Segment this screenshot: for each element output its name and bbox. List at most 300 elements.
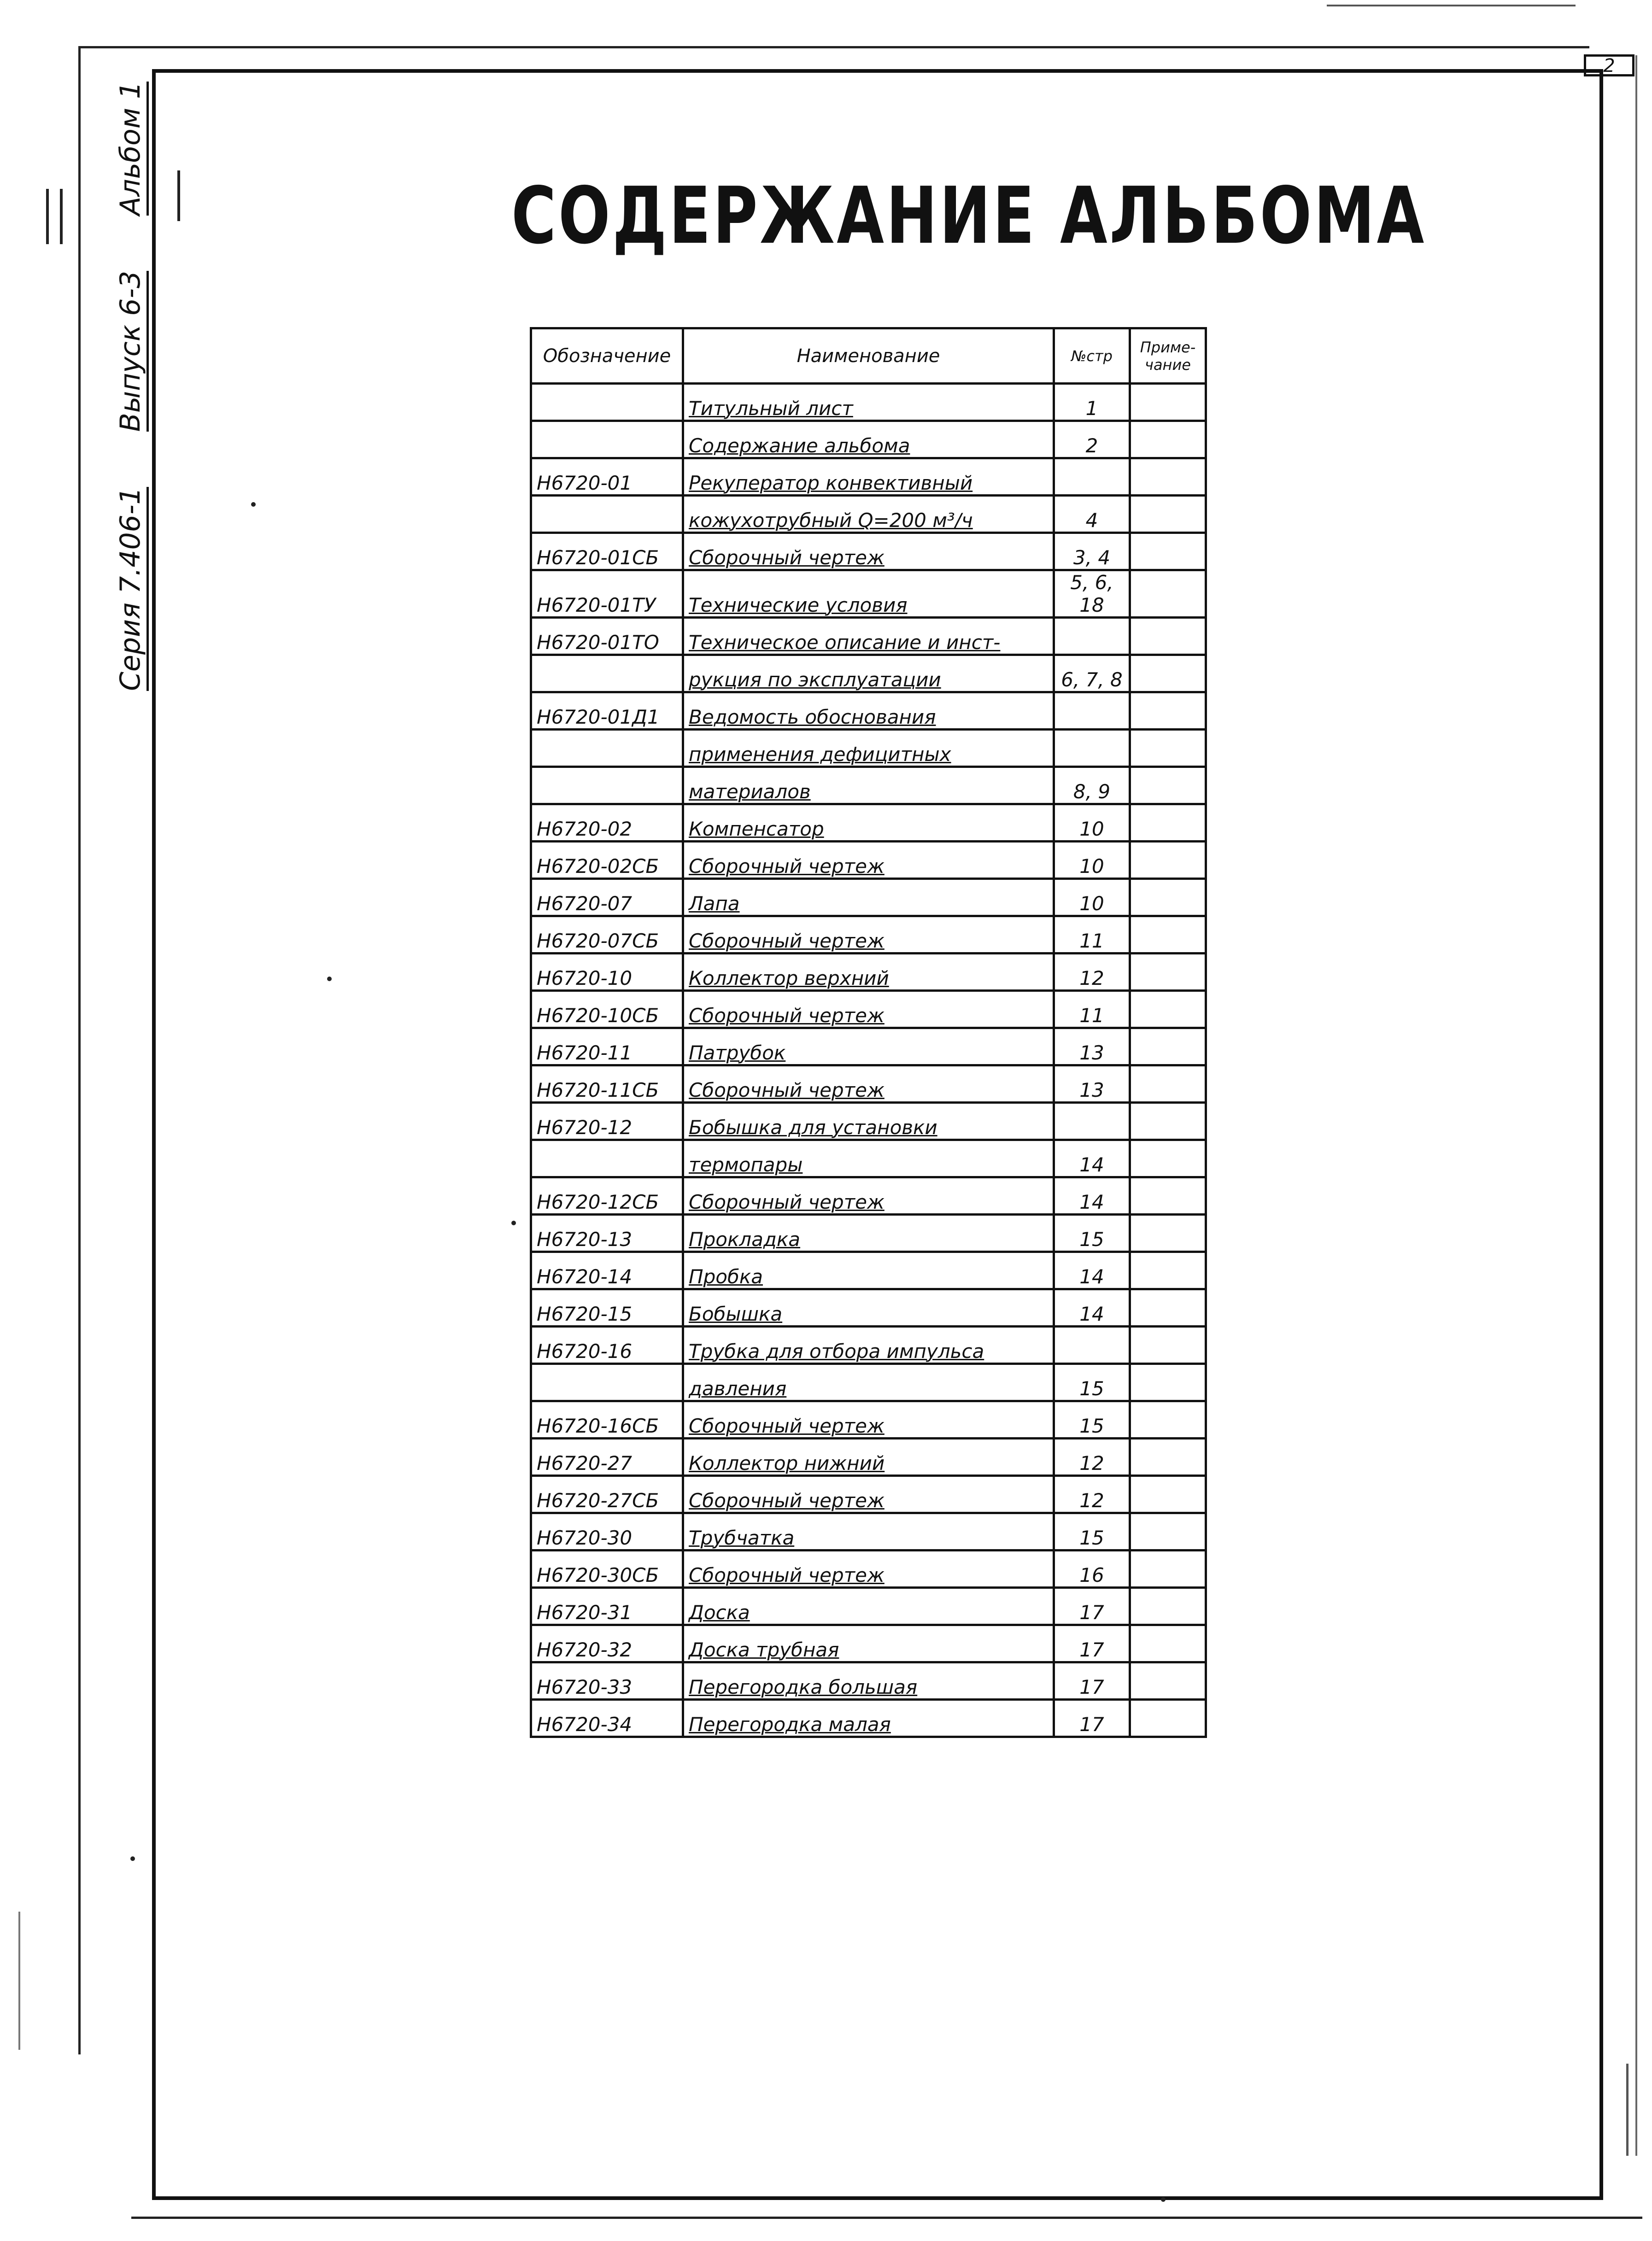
cell-code-text: Н6720-32 [537,1638,633,1661]
cell-name-text: Перегородка большая [689,1676,918,1698]
cell-code [531,1028,683,1065]
cell-page-text: 14 [1079,1303,1104,1325]
table-row [531,954,1206,991]
cell-page-text: 12 [1079,1489,1104,1512]
cell-name-text: Трубчатка [689,1527,795,1549]
table-row [531,1103,1206,1140]
spine-series: Серия 7.406-1 [114,487,149,691]
cell-name [683,1252,1054,1289]
cell-code [531,692,683,730]
cell-name-text: Пробка [689,1265,763,1288]
spine-album: Альбом 1 [114,82,149,216]
cell-code [531,1289,683,1327]
cell-code [531,458,683,496]
cell-code-text: Н6720-13 [537,1228,633,1251]
cell-code-text: Н6720-30СБ [537,1564,659,1586]
cell-code-text: Н6720-01СБ [537,546,659,569]
table-row [531,570,1206,618]
cell-name-text: Сборочный чертеж [689,930,885,952]
table-row [531,1327,1206,1364]
table-row [531,1215,1206,1252]
cell-code-text: Н6720-30 [537,1527,633,1549]
cell-note [1130,533,1206,570]
page-title: СОДЕРЖАНИЕ АЛЬБОМА [511,170,1426,262]
cell-code-text: Н6720-02СБ [537,855,659,878]
cell-code [531,954,683,991]
outer-border-top [78,46,1589,48]
cell-code [531,730,683,767]
header-name: Наименование [683,328,1054,384]
cell-code [531,804,683,842]
cell-page [1054,421,1130,458]
cell-note [1130,991,1206,1028]
cell-code [531,1401,683,1439]
cell-name [683,496,1054,533]
cell-name [683,618,1054,655]
cell-code [531,1439,683,1476]
cell-note [1130,1364,1206,1401]
cell-code [531,533,683,570]
cell-code-text: Н6720-15 [537,1303,633,1325]
cell-name-text: Перегородка малая [689,1713,891,1736]
cell-note [1130,1028,1206,1065]
cell-code [531,384,683,421]
cell-page [1054,570,1130,618]
cell-note [1130,655,1206,692]
cell-page-text: 14 [1079,1153,1104,1176]
cell-name [683,1700,1054,1737]
cell-note [1130,1289,1206,1327]
cell-name [683,1439,1054,1476]
outer-border-bottom [131,2217,1642,2219]
cell-page-text: 15 [1079,1527,1104,1549]
cell-code-text: Н6720-12СБ [537,1191,659,1213]
cell-name-text: Трубка для отбора импульса [689,1340,984,1363]
table-row [531,1662,1206,1700]
cell-name [683,991,1054,1028]
cell-page [1054,458,1130,496]
cell-note [1130,496,1206,533]
table-row [531,1588,1206,1625]
cell-name-text: Сборочный чертеж [689,1564,885,1586]
cell-name [683,458,1054,496]
cell-code [531,1065,683,1103]
cell-note [1130,384,1206,421]
table-row [531,1513,1206,1551]
cell-name [683,1476,1054,1513]
speck [1161,2197,1166,2202]
cell-page [1054,1028,1130,1065]
cell-name [683,1215,1054,1252]
cell-code [531,916,683,954]
cell-note [1130,767,1206,804]
spine-issue: Выпуск 6-3 [114,271,149,432]
header-page: №стр [1054,328,1130,384]
cell-name [683,804,1054,842]
sheet-number-box [1584,54,1634,76]
table-row [531,618,1206,655]
cell-name [683,1364,1054,1401]
table-row [531,1700,1206,1737]
cell-name-text: Коллектор нижний [689,1452,885,1474]
cell-code-text: Н6720-31 [537,1601,633,1624]
cell-page-text: 6, 7, 8 [1061,668,1123,691]
cell-name-text: Бобышка для установки [689,1116,937,1139]
cell-page [1054,384,1130,421]
cell-code [531,618,683,655]
cell-code [531,879,683,916]
cell-code [531,991,683,1028]
spine-label [106,81,157,691]
cell-code [531,421,683,458]
cell-name-text: Сборочный чертеж [689,1004,885,1027]
table-row [531,1439,1206,1476]
cell-name-text: Техническое описание и инст- [689,631,1001,654]
cell-page-text: 17 [1079,1676,1104,1698]
cell-note [1130,804,1206,842]
cell-page-text: 5, 6, 18 [1070,571,1113,616]
cell-note [1130,1662,1206,1700]
cell-note [1130,570,1206,618]
cell-name [683,767,1054,804]
cell-code [531,1140,683,1177]
cell-page [1054,1513,1130,1551]
cell-page-text: 1 [1085,397,1098,420]
cell-note [1130,692,1206,730]
cell-note [1130,1103,1206,1140]
cell-page-text: 12 [1079,1452,1104,1474]
cell-code [531,1551,683,1588]
cell-code [531,496,683,533]
cell-page-text: 10 [1079,855,1104,878]
cell-page [1054,916,1130,954]
cell-code-text: Н6720-11СБ [537,1079,659,1101]
cell-name [683,1327,1054,1364]
cell-note [1130,916,1206,954]
table-row [531,496,1206,533]
cell-page-text: 13 [1079,1042,1104,1064]
cell-note [1130,1588,1206,1625]
cell-page [1054,1065,1130,1103]
cell-name [683,842,1054,879]
cell-code-text: Н6720-27СБ [537,1489,659,1512]
cell-code-text: Н6720-27 [537,1452,633,1474]
table-row [531,1289,1206,1327]
cell-page [1054,1401,1130,1439]
cell-name-text: Сборочный чертеж [689,855,885,878]
cell-name-text: Коллектор верхний [689,967,889,989]
cell-name-text: Бобышка [689,1303,783,1325]
table-row [531,842,1206,879]
cell-name-text: Доска трубная [689,1638,839,1661]
cell-page-text: 8, 9 [1073,780,1111,803]
table-row [531,458,1206,496]
cell-name-text: материалов [689,780,811,803]
cell-name [683,1513,1054,1551]
cell-code [531,1588,683,1625]
cell-name-text: Технические условия [689,594,908,616]
cell-page-text: 17 [1079,1713,1104,1736]
cell-note [1130,1065,1206,1103]
cell-note [1130,954,1206,991]
cell-name [683,1065,1054,1103]
cell-name [683,384,1054,421]
cell-page-text: 10 [1079,892,1104,915]
cell-name [683,421,1054,458]
speck [327,977,332,981]
cell-code [531,1700,683,1737]
cell-name [683,916,1054,954]
cell-code-text: Н6720-01ТО [537,631,659,654]
cell-code-text: Н6720-14 [537,1265,633,1288]
cell-page-text: 14 [1079,1265,1104,1288]
outer-border-left [78,46,81,2054]
cell-note [1130,1252,1206,1289]
cell-page [1054,496,1130,533]
cell-code [531,1364,683,1401]
table-body [531,384,1206,1737]
cell-name [683,570,1054,618]
table-row [531,879,1206,916]
cell-page-text: 15 [1079,1415,1104,1437]
speck [251,502,256,507]
cell-page [1054,879,1130,916]
cell-code-text: Н6720-11 [537,1042,633,1064]
cell-code [531,655,683,692]
outer-border-right [1635,55,1637,2156]
table-row [531,1401,1206,1439]
cell-note [1130,1439,1206,1476]
cell-code-text: Н6720-10 [537,967,633,989]
cell-note [1130,1327,1206,1364]
cell-page [1054,533,1130,570]
table-row [531,1551,1206,1588]
cell-name-text: Сборочный чертеж [689,1415,885,1437]
cell-code-text: Н6720-34 [537,1713,633,1736]
cell-name [683,1289,1054,1327]
cell-page-text: 11 [1079,930,1104,952]
table-header-row [531,328,1206,384]
cell-name [683,1662,1054,1700]
cell-page [1054,655,1130,692]
cell-name-text: Сборочный чертеж [689,1079,885,1101]
cell-note [1130,1700,1206,1737]
cell-page [1054,767,1130,804]
table-row [531,1252,1206,1289]
cell-name-text: термопары [689,1153,803,1176]
cell-note [1130,1401,1206,1439]
contents-table [530,327,1207,1738]
cell-name [683,1140,1054,1177]
cell-name-text: Сборочный чертеж [689,1489,885,1512]
binding-mark [46,189,49,244]
cell-code-text: Н6720-01Д1 [537,706,660,728]
cell-name [683,1103,1054,1140]
cell-page-text: 2 [1085,434,1098,457]
cell-page-text: 10 [1079,818,1104,840]
cell-name [683,730,1054,767]
cell-code-text: Н6720-07СБ [537,930,659,952]
cell-page [1054,1327,1130,1364]
cell-name-text: Прокладка [689,1228,801,1251]
cell-page [1054,1103,1130,1140]
table-row [531,1065,1206,1103]
cell-name [683,655,1054,692]
cell-page [1054,842,1130,879]
cell-name [683,1028,1054,1065]
top-edge-line [1327,5,1576,6]
cell-note [1130,1551,1206,1588]
cell-page [1054,1588,1130,1625]
table-row [531,655,1206,692]
cell-page-text: 17 [1079,1638,1104,1661]
cell-code [531,1513,683,1551]
cell-name-text: Сборочный чертеж [689,546,885,569]
cell-name [683,692,1054,730]
cell-name [683,879,1054,916]
cell-note [1130,1625,1206,1662]
cell-note [1130,458,1206,496]
table-row [531,1625,1206,1662]
cell-code-text: Н6720-07 [537,892,633,915]
cell-note [1130,421,1206,458]
cell-note [1130,1177,1206,1215]
table-row [531,1364,1206,1401]
cell-name-text: Титульный лист [689,397,853,420]
cell-note [1130,1140,1206,1177]
cell-page [1054,730,1130,767]
cell-code [531,1625,683,1662]
cell-page-text: 15 [1079,1377,1104,1400]
table-row [531,533,1206,570]
cell-code-text: Н6720-02 [537,818,633,840]
table-row [531,991,1206,1028]
cell-note [1130,1513,1206,1551]
table-row [531,767,1206,804]
cell-name-text: Патрубок [689,1042,786,1064]
table-row [531,730,1206,767]
cell-page [1054,1700,1130,1737]
cell-name [683,1551,1054,1588]
cell-name-text: рукция по эксплуатации [689,668,941,691]
edge-mark [1626,2064,1629,2156]
table-row [531,1028,1206,1065]
cell-page [1054,954,1130,991]
cell-code [531,1215,683,1252]
cell-page-text: 4 [1085,509,1098,532]
cell-code [531,1177,683,1215]
cell-code [531,1252,683,1289]
cell-note [1130,1215,1206,1252]
cell-code [531,767,683,804]
cell-code-text: Н6720-12 [537,1116,633,1139]
cell-page [1054,618,1130,655]
cell-page [1054,1625,1130,1662]
header-code: Обозначение [531,328,683,384]
cell-code [531,842,683,879]
edge-mark [18,1912,20,2050]
cell-name-text: Рекуператор конвективный [689,472,973,494]
cell-page-text: 16 [1079,1564,1104,1586]
table-row [531,692,1206,730]
cell-name-text: Компенсатор [689,818,824,840]
binding-mark [60,189,63,244]
cell-page [1054,1215,1130,1252]
cell-note [1130,879,1206,916]
cell-page [1054,1662,1130,1700]
cell-code-text: Н6720-16 [537,1340,633,1363]
header-note: Приме-чание [1130,328,1206,384]
cell-note [1130,730,1206,767]
cell-page [1054,1140,1130,1177]
cell-note [1130,842,1206,879]
cell-code [531,1662,683,1700]
table-row [531,421,1206,458]
cell-page [1054,1439,1130,1476]
cell-page-text: 12 [1079,967,1104,989]
cell-code-text: Н6720-01ТУ [537,594,656,616]
cell-page [1054,1289,1130,1327]
cell-name-text: Сборочный чертеж [689,1191,885,1213]
table-row [531,1476,1206,1513]
cell-name [683,1625,1054,1662]
table-row [531,1140,1206,1177]
cell-note [1130,1476,1206,1513]
table-row [531,384,1206,421]
cell-name [683,1177,1054,1215]
cell-name-text: Доска [689,1601,750,1624]
cell-name-text: Лапа [689,892,740,915]
cell-code [531,570,683,618]
cell-code-text: Н6720-10СБ [537,1004,659,1027]
cell-name-text: применения дефицитных [689,743,951,766]
cell-code [531,1327,683,1364]
cell-name [683,1588,1054,1625]
cell-page [1054,804,1130,842]
speck [511,1221,516,1225]
cell-code [531,1476,683,1513]
cell-page-text: 17 [1079,1601,1104,1624]
cell-name [683,954,1054,991]
cell-page [1054,1476,1130,1513]
speck [130,1856,135,1861]
cell-name [683,533,1054,570]
cell-page [1054,692,1130,730]
cell-page [1054,991,1130,1028]
cell-name-text: Содержание альбома [689,434,910,457]
cell-code [531,1103,683,1140]
sheet-number: 2 [1603,55,1615,76]
cell-page [1054,1252,1130,1289]
cell-page [1054,1364,1130,1401]
cell-note [1130,618,1206,655]
cell-page [1054,1177,1130,1215]
cell-code-text: Н6720-01 [537,472,633,494]
cell-page-text: 11 [1079,1004,1104,1027]
cell-page-text: 14 [1079,1191,1104,1213]
cell-code-text: Н6720-16СБ [537,1415,659,1437]
cell-name [683,1401,1054,1439]
table-row [531,1177,1206,1215]
table-row [531,916,1206,954]
cell-name-text: давления [689,1377,787,1400]
table-row [531,804,1206,842]
cell-page-text: 15 [1079,1228,1104,1251]
cell-code-text: Н6720-33 [537,1676,633,1698]
cell-page-text: 3, 4 [1073,546,1111,569]
cell-name-text: кожухотрубный Q=200 м³/ч [689,509,973,532]
cell-page [1054,1551,1130,1588]
